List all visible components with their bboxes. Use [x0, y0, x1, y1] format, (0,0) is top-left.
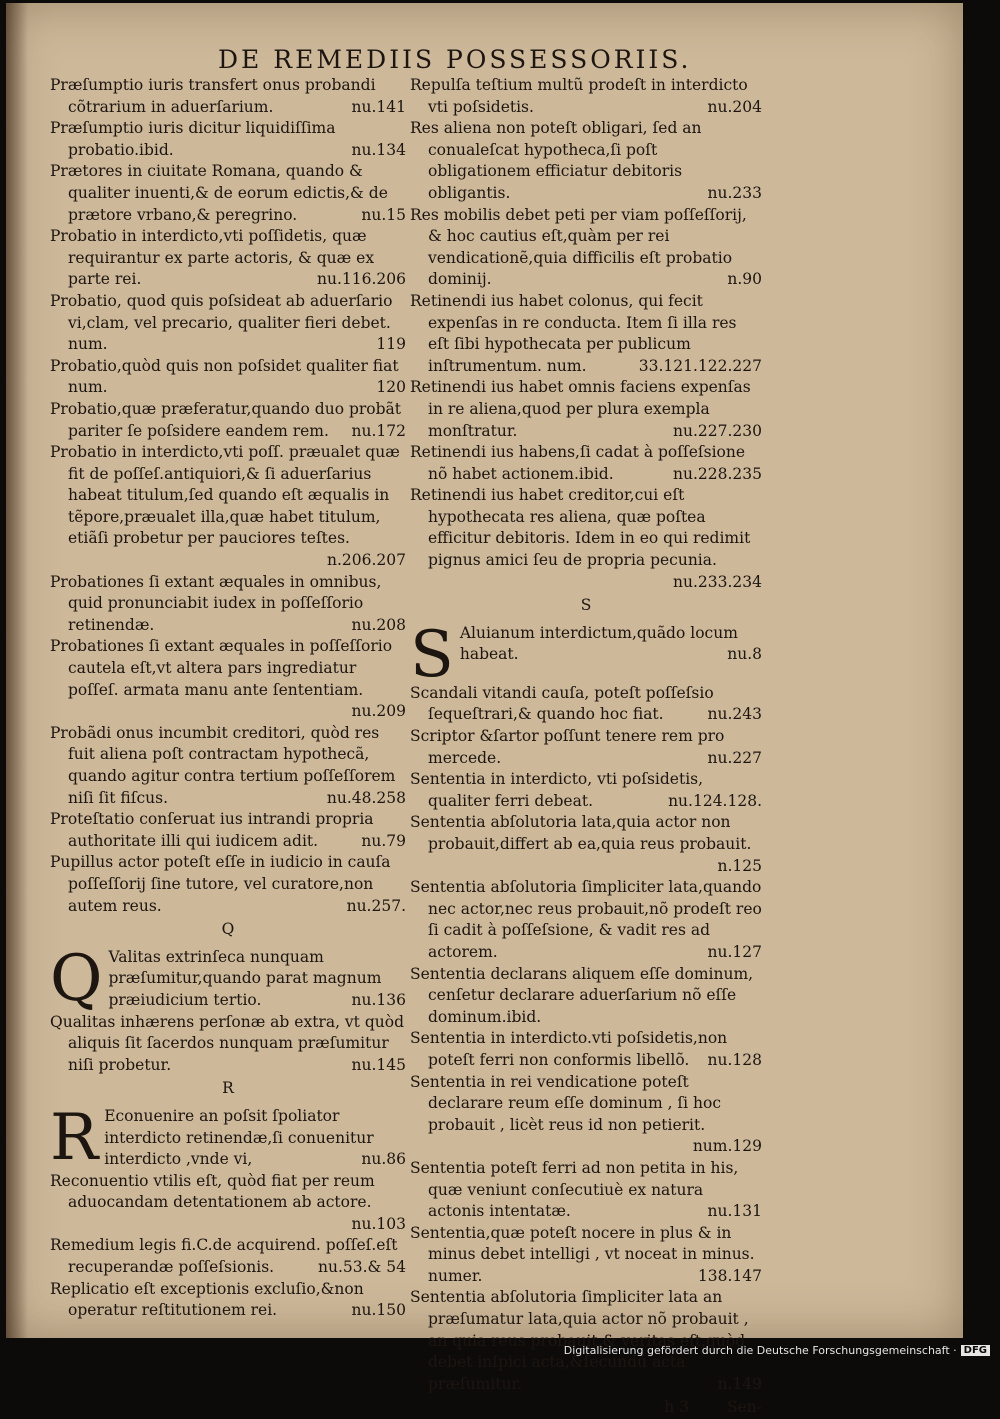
entry-reference: nu.208	[351, 615, 406, 634]
entry-reference: nu.150	[351, 1301, 406, 1320]
entry-reference: nu.53.& 54	[318, 1258, 406, 1277]
entry-text: Res aliena non poteſt obligari, ſed an conualeſcat hypotheca,ſi poſt obligationem efficiatur debitoris obligantis.	[410, 119, 702, 202]
entry-reference: nu.228.235	[673, 464, 762, 483]
drop-cap: S	[410, 617, 454, 692]
index-entry	[410, 964, 762, 1029]
entry-text: Sententia in interdicto.vti poſsidetis,non poteſt ferri non conformis libellõ.	[410, 1029, 728, 1069]
entry-reference: nu.233	[707, 183, 762, 202]
entry-text: Repulſa teſtium multũ prodeſt in interdicto vti poſsidetis.	[410, 76, 748, 116]
entry-reference: n.125	[717, 856, 762, 875]
index-entry	[50, 636, 406, 722]
entry-reference: nu.227.230	[673, 421, 762, 440]
entry-reference: nu.131	[707, 1202, 762, 1221]
entry-text: Replicatio eſt exceptionis excluſio,&non operatur reſtitutionem rei.	[50, 1279, 364, 1320]
index-entry	[50, 941, 406, 1016]
entry-text: Scriptor &ſartor poſſunt tenere rem pro mercede.	[410, 727, 725, 767]
catchword: Sen-	[726, 1398, 762, 1417]
entry-text: Probationes ſi extant æquales in omnibus, quid pronunciabit iudex in poſſeſſorio retinendæ.	[50, 572, 382, 634]
index-entry	[50, 356, 406, 399]
entry-reference: nu.172	[351, 421, 406, 440]
entry-reference: nu.124.128.	[668, 791, 762, 810]
entry-text: Probatio,quæ præferatur,quando duo probãt pariter ſe poſsidere eandem rem.	[50, 399, 402, 440]
index-entry	[50, 1235, 406, 1278]
index-entry	[50, 399, 406, 442]
entry-reference: nu.243	[707, 705, 762, 724]
index-entry	[410, 726, 762, 769]
index-entry	[50, 226, 406, 291]
running-head: DE REMEDIIS POSSESSORIIS.	[218, 45, 692, 74]
entry-reference: nu.227	[707, 748, 762, 767]
entry-reference: nu.103	[351, 1214, 406, 1233]
entry-reference: n.90	[727, 270, 762, 289]
entry-text: Econuenire an poſsit ſpoliator interdicto retinendæ,ſi conuenitur interdicto ,vnde vi,	[104, 1106, 374, 1169]
entry-text: Retinendi ius habet colonus, qui fecit expenſas in re conducta. Item ſi illa res eſt ſibi hypothecata per publicum inſtrumentum. num.	[410, 291, 737, 375]
index-entry	[50, 291, 406, 356]
entry-text: Probãdi onus incumbit creditori, quòd res fuit aliena poſt contractam hypothecã, quando agitur contra tertium poſſeſſorem niſi ſit fiſcus.	[50, 723, 396, 807]
index-entry	[410, 1158, 762, 1223]
entry-text: Remedium legis fi.C.de acquirend. poſſeſ.eſt recuperandæ poſſeſsionis.	[50, 1236, 398, 1277]
index-entry	[410, 75, 762, 118]
index-entry	[50, 118, 406, 161]
index-entry	[410, 1287, 762, 1395]
entry-reference: nu.116.206	[317, 270, 406, 289]
index-entry	[410, 1223, 762, 1288]
entry-text: Probatio,quòd quis non poſsidet qualiter fiat num.	[50, 356, 399, 397]
entry-text: Sententia poteſt ferri ad non petita in his, quæ veniunt conſecutiuè ex natura actonis intentatæ.	[410, 1158, 739, 1221]
signature-mark: h 3	[664, 1398, 689, 1417]
entry-reference: nu.86	[361, 1150, 406, 1169]
entry-text: Sententia abſolutoria lata,quia actor non probauit,differt ab ea,quia reus probauit.	[410, 813, 752, 853]
index-entry	[50, 572, 406, 637]
entry-reference: nu.128	[707, 1050, 762, 1069]
entry-text: Præſumptio iuris dicitur liquidiſſima probatio.ibid.	[50, 119, 336, 159]
index-entry	[50, 809, 406, 852]
index-entry	[50, 442, 406, 572]
entry-text: Valitas extrinſeca nunquam præſumitur,quando parat magnum præiudicium tertio.	[108, 947, 382, 1009]
entry-text: Sententia,quæ poteſt nocere in plus & in minus debet intelligi , vt noceat in minus. numer.	[410, 1223, 755, 1285]
index-entry	[410, 291, 762, 377]
entry-reference: nu.257.	[346, 896, 406, 915]
entry-reference: nu.134	[351, 140, 406, 159]
entry-text: Prætores in ciuitate Romana, quando & qualiter inuenti,& de eorum edictis,& de prætore vrbano,& peregrino.	[50, 162, 388, 224]
index-entry	[410, 617, 762, 692]
dfg-logo: DFG	[961, 1345, 990, 1356]
index-entry	[50, 161, 406, 226]
entry-text: Res mobilis debet peti per viam poſſeſſorij, & hoc cautius eſt,quàm per rei vendicationẽ,quia difficilis eſt probatio dominij.	[410, 205, 747, 289]
index-entry	[410, 1028, 762, 1071]
entry-text: Aluianum interdictum,quãdo locum habeat.	[459, 623, 738, 664]
entry-text: Sententia in rei vendicatione poteſt declarare reum eſſe dominum , ſi hoc probauit , licèt reus id non petierit.	[410, 1072, 722, 1134]
entry-text: Retinendi ius habet omnis faciens expenſas in re aliena,quod per plura exempla monſtratur.	[410, 378, 751, 440]
entry-reference: nu.141	[351, 97, 406, 116]
entry-reference: 120	[376, 378, 406, 397]
entry-reference: nu.136	[351, 990, 406, 1009]
index-entry	[410, 769, 762, 812]
entry-reference: 33.121.122.227	[638, 356, 762, 375]
entry-text: Probatio in interdicto,vti poſſidetis, quæ requirantur ex parte actoris, & quæ ex parte rei.	[50, 227, 375, 289]
entry-reference: n.206.207	[326, 551, 406, 570]
index-entry	[50, 1100, 406, 1175]
index-entry	[50, 75, 406, 118]
entry-text: Scandali vitandi cauſa, poteſt poſſeſsio ſequeſtrari,& quando hoc fiat.	[410, 683, 714, 724]
drop-cap: R	[50, 1100, 99, 1175]
index-entry	[410, 205, 762, 291]
entry-text: Retinendi ius habet creditor,cui eſt hypothecata res aliena, quæ poſtea efficitur debitoris. Idem in eo qui redimit pignus amici ſeu de propria pecunia.	[410, 486, 751, 570]
entry-reference: nu.127	[707, 942, 762, 961]
index-entry	[410, 812, 762, 877]
entry-reference: nu.48.258	[326, 788, 406, 807]
section-letter: Q	[221, 920, 235, 939]
entry-text: Retinendi ius habens,ſi cadat à poſſeſsione nõ habet actionem.ibid.	[410, 443, 746, 483]
index-entry	[410, 118, 762, 204]
entry-reference: nu.233.234	[673, 572, 762, 591]
entry-reference: nu.204	[707, 97, 762, 116]
entry-reference: 119	[376, 335, 406, 354]
footer-text: Digitalisierung gefördert durch die Deutsche Forschungsgemeinschaft ·	[563, 1344, 957, 1357]
entry-reference: nu.15	[361, 205, 406, 224]
entry-reference: num.129	[692, 1137, 762, 1156]
entry-reference: n.149	[717, 1374, 762, 1393]
index-entry	[410, 442, 762, 485]
entry-text: Sententia declarans aliquem eſſe dominum, cenſetur declarare aduerſarium nõ eſſe dominum.ibid.	[410, 964, 754, 1026]
entry-text: Sententia abſolutoria ſimpliciter lata an præſumatur lata,quia actor nõ probauit , an quia reus probauit,& veritas eſt,quòd debet inſpici acta,&ſecundũ acta præſumitur.	[410, 1288, 749, 1393]
entry-reference: nu.209	[351, 702, 406, 721]
entry-reference: nu.145	[351, 1055, 406, 1074]
entry-text: Pupillus actor poteſt eſſe in iudicio in cauſa poſſeſſorij ſine tutore, vel curatore,non autem reus.	[50, 853, 391, 915]
entry-reference: nu.79	[361, 831, 406, 850]
index-entry	[50, 1012, 406, 1077]
index-entry	[50, 723, 406, 809]
entry-text: Probatio, quod quis poſsideat ab aduerſario vi,clam, vel precario, qualiter fieri debet. num.	[50, 291, 393, 354]
entry-text: Præſumptio iuris transfert onus probandi cõtrarium in aduerſarium.	[50, 76, 376, 116]
entry-text: Reconuentio vtilis eſt, quòd fiat per reum aduocandam detentationem ab actore.	[50, 1171, 375, 1212]
entry-text: Proteſtatio conſeruat ius intrandi propria authoritate illi qui iudicem adit.	[50, 810, 374, 850]
left-column	[50, 75, 406, 1322]
entry-text: Probationes ſi extant æquales in poſſeſſorio cautela eſt,vt altera pars ingrediatur poſſeſ. armata manu ante ſententiam.	[50, 637, 393, 699]
right-column	[410, 75, 762, 1419]
index-entry	[410, 485, 762, 593]
index-entry	[410, 377, 762, 442]
section-letter: S	[580, 596, 592, 615]
index-entry	[410, 683, 762, 726]
entry-text: Probatio in interdicto,vti poſſ. præualet quæ fit de poſſeſ.antiquiori,& ſi aduerſarius habeat titulum,ſed quando eſt æqualis in tẽpore,præualet illa,quæ habet titulum, etiãſi probetur per pauciores teſtes.	[50, 443, 400, 548]
index-entry	[50, 1279, 406, 1322]
section-letter: R	[222, 1079, 234, 1098]
index-entry	[410, 877, 762, 963]
index-entry	[50, 1171, 406, 1236]
index-entry	[50, 852, 406, 917]
page-spine-shadow	[6, 3, 28, 1338]
entry-reference: nu.8	[727, 645, 762, 664]
digitization-footer	[564, 1344, 990, 1357]
entry-reference: 138.147	[697, 1266, 762, 1285]
drop-cap: Q	[50, 941, 103, 1016]
entry-text: Sententia abſolutoria ſimpliciter lata,quando nec actor,nec reus probauit,nõ prodeſt reo ſi cadit à poſſeſsione, & vadit res ad actorem.	[410, 878, 762, 961]
entry-text: Qualitas inhærens perſonæ ab extra, vt quòd aliquis ſit ſacerdos nunquam præſumitur niſi probetur.	[50, 1012, 404, 1074]
index-entry	[410, 1072, 762, 1158]
entry-text: Sententia in interdicto, vti poſsidetis, qualiter ferri debeat.	[410, 770, 704, 810]
